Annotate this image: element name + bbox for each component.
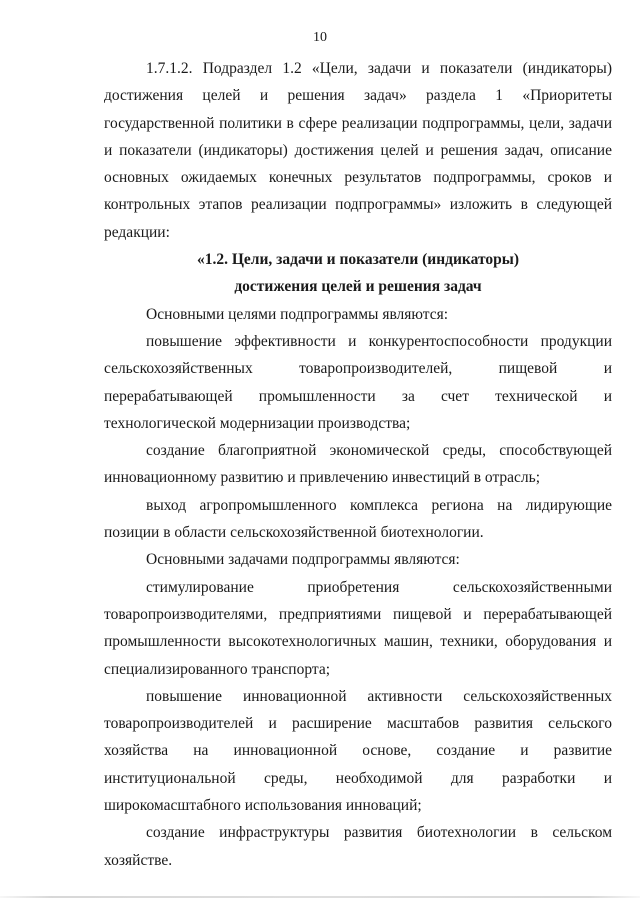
task-item: повышение инновационной активности сельскохозяйственных товаропроизводителей и расширение масштабов развития сельского хозяйства на инновационной основе, создание и развитие институциональной среды, необходимой для разработки и широкомасштабного использования инноваций; bbox=[104, 687, 612, 815]
goal-item: создание благоприятной экономической среды, способствующей инновационному развитию и привлечению инвестиций в отрасль; bbox=[104, 442, 612, 487]
section-heading-line-1: «1.2. Цели, задачи и показатели (индикаторы) bbox=[196, 251, 520, 269]
goal-item: повышение эффективности и конкурентоспособности продукции сельскохозяйственных товаропроизводителей, пищевой и перерабатывающей промышленности за счет технической и технологической модернизации производства; bbox=[104, 332, 612, 432]
goals-intro: Основными целями подпрограммы являются: bbox=[146, 305, 449, 323]
tasks-intro: Основными задачами подпрограммы являются: bbox=[146, 551, 460, 569]
task-item: стимулирование приобретения сельскохозяйственными товаропроизводителями, предприятиями пищевой и перерабатывающей промышленности высокотехнологичных машин, техники, оборудования и специализированного транспорта; bbox=[104, 578, 612, 678]
scan-edge-line bbox=[0, 896, 640, 898]
document-body bbox=[104, 55, 612, 874]
task-item: создание инфраструктуры развития биотехнологии в сельском хозяйстве. bbox=[104, 824, 612, 869]
section-heading-line-2: достижения целей и решения задач bbox=[234, 278, 482, 296]
page-number: 10 bbox=[313, 30, 327, 45]
goal-item: выход агропромышленного комплекса региона на лидирующие позиции в области сельскохозяйственной биотехнологии. bbox=[104, 496, 612, 542]
intro-paragraph: 1.7.1.2. Подраздел 1.2 «Цели, задачи и показатели (индикаторы) достижения целей и решения задач» раздела 1 «Приоритеты государственной политики в сфере реализации подпрограммы, цели, задачи и показатели (индикаторы) достижения целей и решения задач, описание основных ожидаемых конечных результатов подпрограммы, сроков и контрольных этапов реализации подпрограммы» изложить в следующей редакции: bbox=[104, 60, 612, 241]
